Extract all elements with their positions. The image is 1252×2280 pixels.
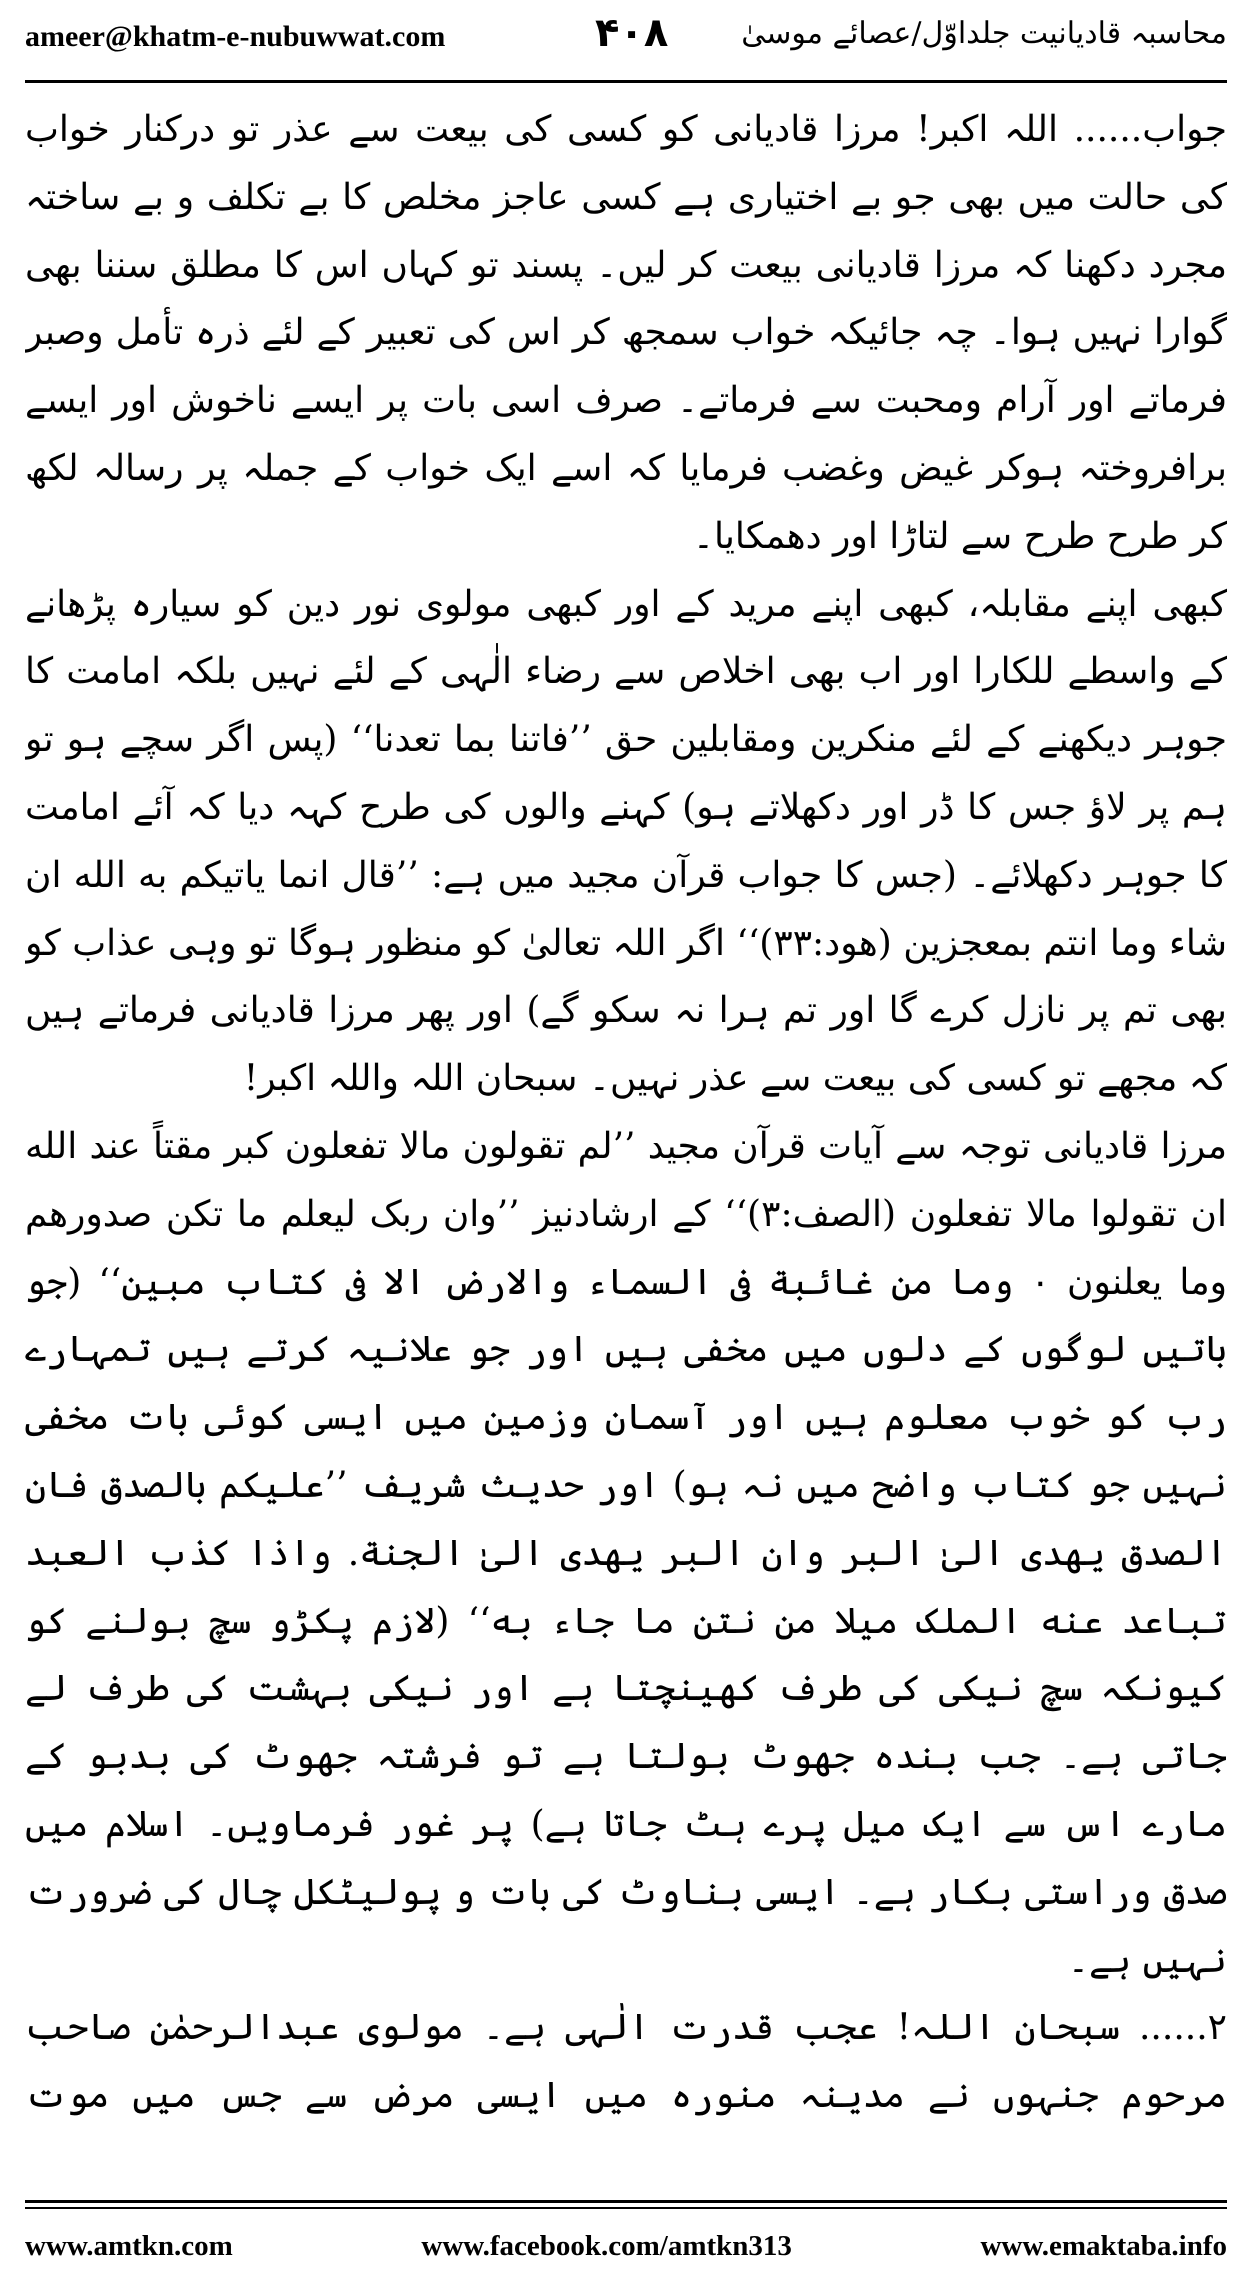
header-email: ameer@khatm-e-nubuwwat.com — [25, 20, 446, 53]
paragraph: ۲...... سبحان اللہ! عجب قدرت الٰہی ہے۔ مولوی عبدالرحمٰن صاحب مرحوم جنہوں نے مدینہ منورہ میں ایسی مرض سے جس میں موت — [25, 2007, 1227, 2117]
page-body — [25, 96, 1227, 2144]
page-header — [25, 6, 1227, 78]
book-title: محاسبہ قادیانیت جلداوّل/عصائے موسیٰ — [741, 16, 1227, 51]
footer-link-facebook[interactable]: www.facebook.com/amtkn313 — [421, 2229, 792, 2262]
footer-divider-thin — [25, 2207, 1227, 2209]
header-divider — [25, 80, 1227, 83]
paragraph: کبھی اپنے مقابلہ، کبھی اپنے مرید کے اور کبھی مولوی نور دین کو سیارہ پڑھانے کے واسطے للکارا اور اب بھی اخلاص سے رضاء الٰہی کے لئے نہیں بلکہ امامت کا جوہر دیکھنے کے لئے منکرین ومقابلین حق ’’فاتنا بما تعدنا‘‘ (پس اگر سچے ہو تو ہم پر لاؤ جس کا ڈر اور دکھلاتے ہو) کہنے والوں کی طرح کہہ دیا کہ آئے امامت کا جوہر دکھلائے۔ (جس کا جواب قرآن مجید میں ہے: ’’قال انما یاتیکم به الله ان شاء وما انتم بمعجزین (هود:۳۳)‘‘ اگر اللہ تعالیٰ کو منظور ہوگا تو وہی عذاب کو بھی تم پر نازل کرے گا اور تم ہرا نہ سکو گے) اور پھر مرزا قادیانی فرماتے ہیں کہ مجھے تو کسی کی بیعت سے عذر نہیں۔ سبحان اللہ واللہ اکبر! — [25, 583, 1227, 1100]
page-footer — [25, 2222, 1227, 2270]
footer-link-amtkn[interactable]: www.amtkn.com — [25, 2229, 233, 2262]
paragraph: مرزا قادیانی توجہ سے آیات قرآن مجید ’’لم تقولون مالا تفعلون کبر مقتاً عند الله ان تقولوا مالا تفعلون (الصف:۳)‘‘ کے ارشادنیز ’’وان ربک لیعلم ما تکن صدورهم وما یعلنون ۰ وما من غائبة فی السماء والارض الا فی کتاب مبین‘‘ (جو باتیں لوگوں کے دلوں میں مخفی ہیں اور جو علانیہ کرتے ہیں تمہارے رب کو خوب معلوم ہیں اور آسمان وزمین میں ایسی کوئی بات مخفی نہیں جو کتاب واضح میں نہ ہو) اور حدیث شریف ’’علیکم بالصدق فان الصدق یهدی الیٰ البر وان البر یهدی الیٰ الجنة. واذا کذب العبد تباعد عنه الملک میلا من نتن ما جاء به‘‘ (لازم پکڑو سچ بولنے کو کیونکہ سچ نیکی کی طرف کھینچتا ہے اور نیکی بہشت کی طرف لے جاتی ہے۔ جب بندہ جھوٹ بولتا ہے تو فرشتہ جھوٹ کی بدبو کے مارے اس سے ایک میل پرے ہٹ جاتا ہے) پر غور فرماویں۔ اسلام میں صدق وراستی بکار ہے۔ ایسی بناوٹ کی بات و پولیٹکل چال کی ضرورت نہیں ہے۔ — [25, 1125, 1227, 1981]
footer-link-emaktaba[interactable]: www.emaktaba.info — [980, 2229, 1227, 2262]
page-number: ۴۰۸ — [595, 10, 669, 56]
footer-divider — [25, 2200, 1227, 2203]
paragraph: جواب...... اللہ اکبر! مرزا قادیانی کو کسی کی بیعت سے عذر تو درکنار خواب کی حالت میں بھی جو بے اختیاری ہے کسی عاجز مخلص کا بے تکلف و بے ساختہ مجرد دکھنا کہ مرزا قادیانی بیعت کر لیں۔ پسند تو کہاں اس کا مطلق سننا بھی گوارا نہیں ہوا۔ چہ جائیکہ خواب سمجھ کر اس کی تعبیر کے لئے ذرہ تأمل وصبر فرماتے اور آرام ومحبت سے فرماتے۔ صرف اسی بات پر ایسے ناخوش اور ایسے برافروختہ ہوکر غیض وغضب فرمایا کہ اسے ایک خواب کے جملہ پر رسالہ لکھ کر طرح طرح سے لتاڑا اور دھمکایا۔ — [25, 109, 1227, 557]
